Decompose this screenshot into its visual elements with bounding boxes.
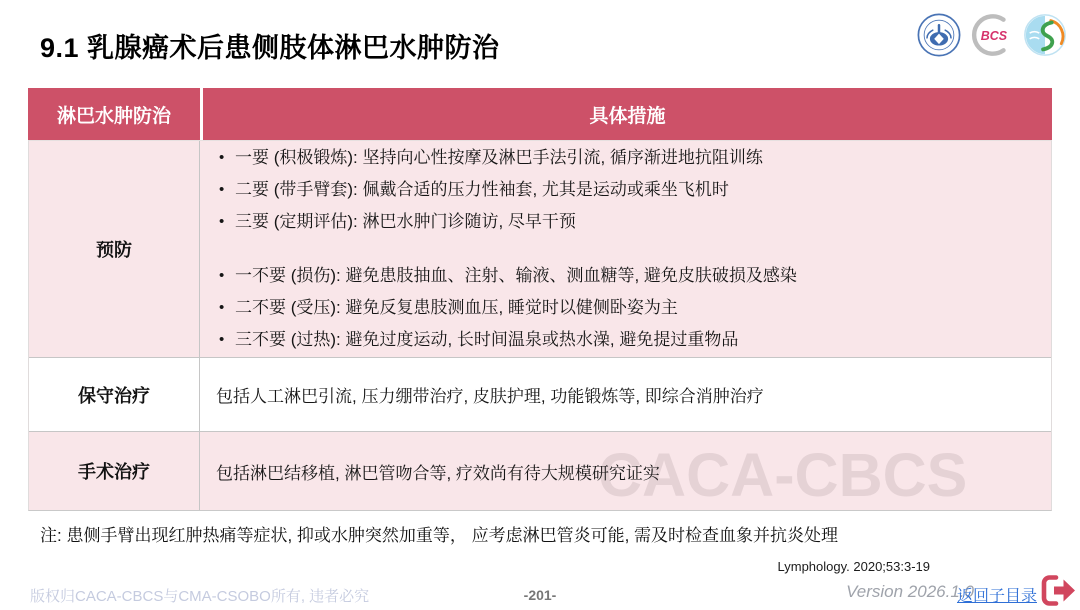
table-row-conservative bbox=[29, 357, 1051, 431]
table-row-prevention bbox=[29, 141, 1051, 357]
back-arrow-icon[interactable] bbox=[1039, 573, 1076, 608]
logo-row bbox=[916, 12, 1068, 58]
table-header-category: 淋巴水肿防治 bbox=[28, 88, 200, 140]
table-body bbox=[28, 140, 1052, 511]
table-header-row bbox=[28, 88, 1052, 140]
footnote: 注: 患侧手臂出现红肿热痛等症状, 抑或水肿突然加重等， 应考虑淋巴管炎可能, 需及时检查血象并抗炎处理 bbox=[40, 526, 839, 545]
reference-citation: Lymphology. 2020;53:3-19 bbox=[777, 559, 930, 574]
bcs-logo-text: BCS bbox=[980, 28, 1008, 43]
back-to-toc-link[interactable]: 返回子目录 bbox=[956, 588, 1037, 605]
csobo-logo-icon bbox=[1022, 12, 1068, 58]
conservative-measures: 包括人工淋巴引流, 压力绷带治疗, 皮肤护理, 功能锻炼等, 即综合消肿治疗 bbox=[216, 387, 764, 406]
page-number: -201- bbox=[523, 587, 557, 603]
row-label-conservative: 保守治疗 bbox=[29, 358, 200, 431]
lymphedema-table bbox=[28, 88, 1052, 511]
version-label: Version 2026.1.0 bbox=[846, 582, 974, 601]
bullet-group-gap bbox=[216, 238, 1035, 260]
copyright-text: 版权归CACA-CBCS与CMA-CSOBO所有, 违者必究 bbox=[30, 588, 370, 605]
bullet-do-1: • 一要 (积极锻炼): 坚持向心性按摩及淋巴手法引流, 循序渐进地抗阻训练 bbox=[216, 142, 1035, 174]
bullet-do-2: • 二要 (带手臂套): 佩戴合适的压力性袖套, 尤其是运动或乘坐飞机时 bbox=[216, 174, 1035, 206]
table-header-measures: 具体措施 bbox=[203, 88, 1052, 140]
row-label-surgery: 手术治疗 bbox=[29, 432, 200, 510]
page-title: 9.1 乳腺癌术后患侧肢体淋巴水肿防治 bbox=[40, 33, 500, 63]
bullet-do-3: • 三要 (定期评估): 淋巴水肿门诊随访, 尽早干预 bbox=[216, 206, 1035, 238]
bullet-dont-2: • 二不要 (受压): 避免反复患肢测血压, 睡觉时以健侧卧姿为主 bbox=[216, 292, 1035, 324]
bcs-logo-icon bbox=[969, 12, 1015, 58]
table-row-surgery bbox=[29, 431, 1051, 510]
row-label-prevention: 预防 bbox=[29, 141, 200, 357]
surgery-measures: 包括淋巴结移植, 淋巴管吻合等, 疗效尚有待大规模研究证实 bbox=[216, 463, 660, 483]
bullet-dont-3: • 三不要 (过热): 避免过度运动, 长时间温泉或热水澡, 避免提过重物品 bbox=[216, 324, 1035, 356]
caca-logo-icon bbox=[916, 12, 962, 58]
bullet-dont-1: • 一不要 (损伤): 避免患肢抽血、注射、输液、测血糖等, 避免皮肤破损及感染 bbox=[216, 260, 1035, 292]
prevention-measures bbox=[200, 141, 1051, 357]
